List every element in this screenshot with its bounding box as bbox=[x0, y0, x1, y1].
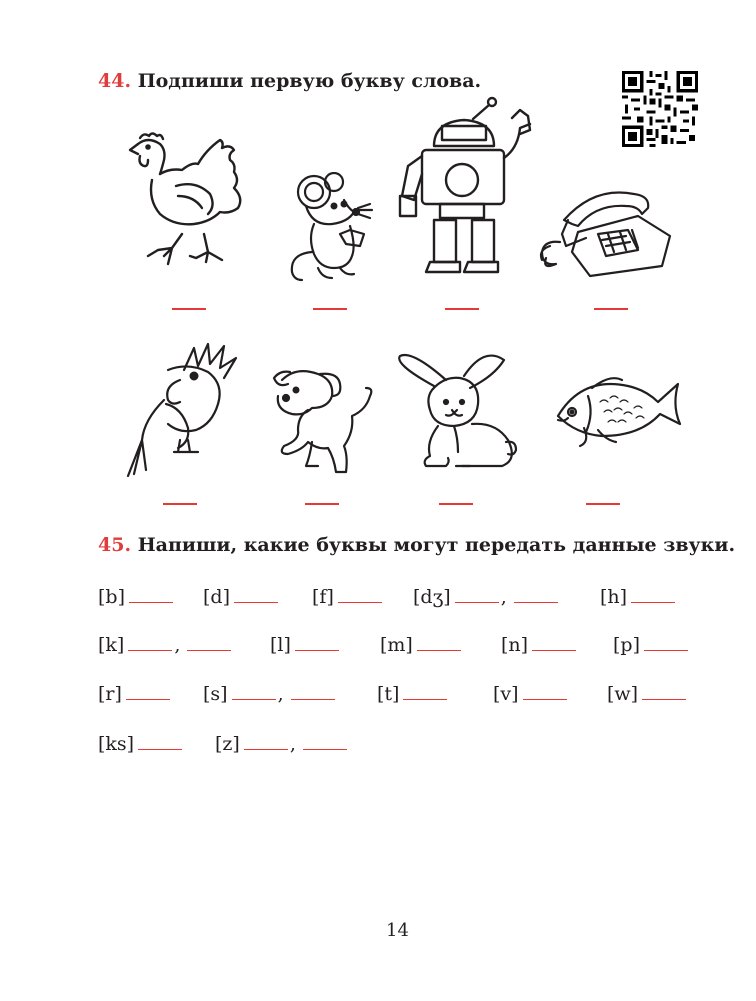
sound-item bbox=[607, 683, 686, 705]
sound-item bbox=[501, 634, 576, 656]
telephone-icon bbox=[538, 180, 676, 280]
task-45-text: Напиши, какие буквы могут передать данные звуки. bbox=[137, 534, 736, 556]
answer-blank[interactable] bbox=[338, 588, 382, 603]
answer-blank[interactable] bbox=[594, 308, 628, 310]
sound-item bbox=[203, 683, 335, 705]
sound-item bbox=[493, 683, 567, 705]
rabbit-icon bbox=[398, 352, 532, 476]
sound-label: [dʒ] bbox=[413, 586, 451, 608]
sound-label: [h] bbox=[600, 586, 628, 608]
separator: , bbox=[289, 733, 296, 755]
sound-label: [k] bbox=[98, 634, 125, 656]
answer-blank[interactable] bbox=[303, 735, 347, 750]
answer-blank[interactable] bbox=[126, 685, 170, 700]
task-44-text: Подпиши первую букву слова. bbox=[137, 70, 482, 92]
sound-item bbox=[312, 586, 382, 608]
sound-item bbox=[215, 733, 347, 755]
sound-item bbox=[413, 586, 558, 608]
answer-blank[interactable] bbox=[187, 636, 231, 651]
answer-blank[interactable] bbox=[128, 636, 172, 651]
answer-blank[interactable] bbox=[586, 503, 620, 505]
answer-blank[interactable] bbox=[313, 308, 347, 310]
sound-item bbox=[98, 733, 182, 755]
answer-blank[interactable] bbox=[439, 503, 473, 505]
robot-icon bbox=[396, 96, 536, 284]
sound-label: [f] bbox=[312, 586, 334, 608]
answer-blank[interactable] bbox=[172, 308, 206, 310]
separator: , bbox=[174, 634, 181, 656]
sound-label: [l] bbox=[270, 634, 291, 656]
sound-item bbox=[98, 634, 231, 656]
answer-blank[interactable] bbox=[291, 685, 335, 700]
separator: , bbox=[500, 586, 507, 608]
answer-blank[interactable] bbox=[523, 685, 567, 700]
sound-item bbox=[380, 634, 461, 656]
answer-blank[interactable] bbox=[631, 588, 675, 603]
chicken-icon bbox=[126, 130, 252, 280]
sound-label: [r] bbox=[98, 683, 122, 705]
parrot-icon bbox=[124, 340, 240, 480]
sound-label: [t] bbox=[377, 683, 400, 705]
sound-item bbox=[600, 586, 675, 608]
answer-blank[interactable] bbox=[455, 588, 499, 603]
sound-label: [v] bbox=[493, 683, 519, 705]
sound-item bbox=[270, 634, 339, 656]
sound-label: [p] bbox=[613, 634, 640, 656]
answer-blank[interactable] bbox=[305, 503, 339, 505]
sound-label: [n] bbox=[501, 634, 529, 656]
sound-label: [d] bbox=[203, 586, 230, 608]
task-45-number: 45. bbox=[98, 534, 132, 556]
sound-item bbox=[98, 683, 170, 705]
sound-item bbox=[203, 586, 278, 608]
answer-blank[interactable] bbox=[163, 503, 197, 505]
answer-blank[interactable] bbox=[295, 636, 339, 651]
sound-item bbox=[377, 683, 447, 705]
answer-blank[interactable] bbox=[234, 588, 278, 603]
sound-item bbox=[613, 634, 688, 656]
answer-blank[interactable] bbox=[403, 685, 447, 700]
sound-label: [ks] bbox=[98, 733, 135, 755]
answer-blank[interactable] bbox=[138, 735, 182, 750]
sound-label: [z] bbox=[215, 733, 240, 755]
answer-blank[interactable] bbox=[244, 735, 288, 750]
answer-blank[interactable] bbox=[644, 636, 688, 651]
separator: , bbox=[277, 683, 284, 705]
answer-blank[interactable] bbox=[514, 588, 558, 603]
mouse-icon bbox=[284, 172, 374, 282]
sound-label: [b] bbox=[98, 586, 125, 608]
qr-code bbox=[622, 71, 698, 147]
sound-item bbox=[98, 586, 173, 608]
answer-blank[interactable] bbox=[417, 636, 461, 651]
fish-icon bbox=[552, 372, 684, 456]
task-44-number: 44. bbox=[98, 70, 132, 92]
answer-blank[interactable] bbox=[532, 636, 576, 651]
answer-blank[interactable] bbox=[129, 588, 173, 603]
sound-label: [w] bbox=[607, 683, 639, 705]
task-45-heading bbox=[98, 534, 735, 556]
answer-blank[interactable] bbox=[232, 685, 276, 700]
sound-label: [s] bbox=[203, 683, 228, 705]
dog-icon bbox=[272, 366, 378, 480]
sound-label: [m] bbox=[380, 634, 413, 656]
answer-blank[interactable] bbox=[642, 685, 686, 700]
page-number: 14 bbox=[386, 920, 409, 941]
task-44-heading bbox=[98, 70, 481, 92]
answer-blank[interactable] bbox=[445, 308, 479, 310]
